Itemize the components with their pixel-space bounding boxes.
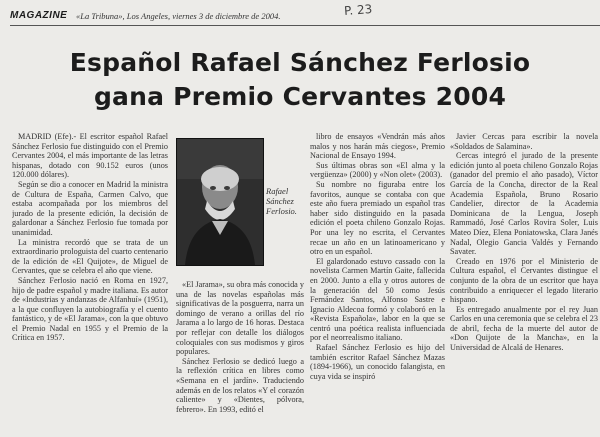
paragraph: Es entregado anualmente por el rey Juan Carlos en una ceremonia que se celebra el 23 de abril, fecha de la muerte del autor de «Don Quijote de la Mancha», en la Universidad de Alcalá de Henares. [450, 304, 598, 353]
portrait-image [177, 139, 263, 265]
paragraph: Sus últimas obras son «El alma y la vergüenza» (2000) y «Non olet» (2003). [310, 160, 445, 180]
masthead [0, 0, 600, 26]
handwritten-page-number: P. 23 [343, 2, 373, 18]
paragraph: Rafael Sánchez Ferlosio es hijo del también escritor Rafael Sánchez Mazas (1894-1966), un conocido falangista, en cuya vida se inspiró [310, 343, 445, 381]
paragraph: Sánchez Ferlosio nació en Roma en 1927, hijo de padre español y madre italiana. Es autor de «Industrias y andanzas de Alfanhuí» (1951), a la que confluyen la autobiografía y el cuento fantástico, y de «El Jarama», con la que obtuvo el Premio Nadal en 1955 y el Premio de la Crítica en 1957. [12, 275, 168, 343]
paragraph: Su nombre no figuraba entre los favoritos, aunque se contaba con que este año fuera premiado un español tras haber sido distinguido en la pasada edición el poeta chileno Gonzalo Rojas. Por una ley no escrita, el Cervantes recae un año en un latinoamericano y otro en un español. [310, 179, 445, 257]
article-column-1 [12, 132, 168, 437]
caption-line: Rafael [266, 186, 289, 196]
headline-line-1: Español Rafael Sánchez Ferlosio [69, 48, 531, 77]
paragraph: libro de ensayos «Vendrán más años malos y nos harán más ciegos», Premio Nacional de Ensayo 1994. [310, 132, 445, 161]
paragraph: «El Jarama», su obra más conocida y una de las novelas españolas más significativas de la posguerra, narra un domingo de verano a orillas del río Jarama a lo largo de 16 horas. Destaca por reflejar con detalle los diálogos coloquiales con sus modismos y giros populares. [176, 280, 304, 357]
paragraph: Según se dio a conocer en Madrid la ministra de Cultura de España, Carmen Calvo, que estaba acompañada por los miembros del jurado de la presente edición, la decisión de galardonar a Sánchez Ferlosio fue tomada por unanimidad. [12, 179, 168, 237]
section-tag: MAGAZINE [10, 10, 68, 21]
paragraph: El galardonado estuvo cassado con la novelista Carmen Martín Gaite, fallecida en 2000. Junto a ella y otros autores de la generación del 50 como Jesús Fernández Santos, Alfonso Sastre e Ignacio Aldecoa formó y colaboró en la «Revista Española», labor en la que se centró una poética realista influenciada por el neorrealismo italiano. [310, 256, 445, 343]
paragraph: Creado en 1976 por el Ministerio de Cultura español, el Cervantes distingue el conjunto de la obra de un escritor que haya contribuido a enriquecer el legado literario hispano. [450, 256, 598, 305]
article-column-3 [310, 132, 445, 437]
photo-caption [266, 186, 312, 216]
caption-line: Ferlosio. [266, 206, 297, 216]
paragraph: Sánchez Ferlosio se dedicó luego a la reflexión crítica en libres como «Semana en el jardín». Traduciendo además en de los relatos «Y el corazón caliente» y «Dientes, pólvora, febrero». En 1993, editó el [176, 356, 304, 414]
paragraph: La ministra recordó que se trata de un extraordinario prologuista del cuarto centenario de la edición de «El Quijote», de Miguel de Cervantes, que se celebra el año que viene. [12, 237, 168, 276]
dateline: «La Tribuna», Los Angeles, viernes 3 de diciembre de 2004. [76, 11, 281, 21]
caption-line: Sánchez [266, 196, 294, 206]
masthead-rule [10, 25, 600, 26]
paragraph: Cercas integró el jurado de la presente edición junto al poeta chileno Gonzalo Rojas (ganador del premio el año pasado), Víctor García de la Concha, director de la Real Academia Española, Bruno Rosario Candelier, director de la Academia Dominicana de la Lengua, Joseph Rammadó, José Carlos Rovira Soler, Luis Mateo Díez, Elena Poniatowska, Clara Janés Nadal, Olegio Gancia Valdés y Fernando Savater. [450, 151, 598, 257]
paragraph: Javier Cercas para escribir la novela «Soldados de Salamina». [450, 132, 598, 151]
author-portrait-photo [176, 138, 264, 266]
paragraph: MADRID (Efe).- El escritor español Rafael Sánchez Ferlosio fue distinguido con el Premio Cervantes 2004, el más importante de las letras hispanas, dotado con 90.152 euros (unos 120.000 dólares). [12, 132, 168, 180]
article-column-4 [450, 132, 598, 437]
headline-line-2: gana Premio Cervantes 2004 [93, 82, 507, 111]
article-column-2 [176, 280, 304, 437]
headline [0, 46, 600, 114]
